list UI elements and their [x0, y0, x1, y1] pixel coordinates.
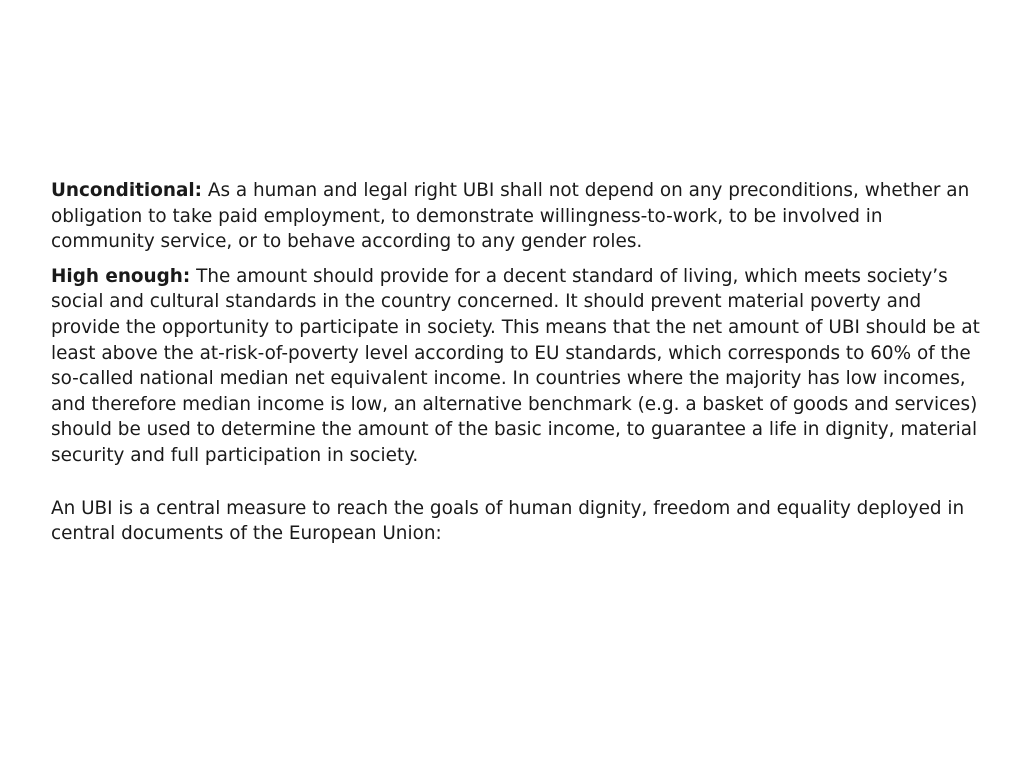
paragraph-high-enough	[51, 264, 981, 469]
paragraph-unconditional-text: As a human and legal right UBI shall not depend on any preconditions, whether an obligation to take paid employment, to demonstrate willingness-to-work, to be involved in community service, or to behave according to any gender roles.	[51, 180, 970, 253]
paragraph-unconditional	[51, 178, 981, 255]
slide-body	[51, 178, 981, 547]
term-unconditional: Unconditional:	[51, 180, 203, 201]
paragraph-high-enough-text: The amount should provide for a decent standard of living, which meets society’s social and cultural standards in the country concerned. It should prevent material poverty and provide the opportunity to participate in society. This means that the net amount of UBI should be at least above the at-risk-of-poverty level according to EU standards, which corresponds to 60% of the so-called national median net equivalent income. In countries where the majority has low incomes, and therefore median income is low, an alternative benchmark (e.g. a basket of goods and services) should be used to determine the amount of the basic income, to guarantee a life in dignity, material security and full participation in society.	[51, 265, 980, 466]
paragraph-closing: An UBI is a central measure to reach the goals of human dignity, freedom and equality deployed in central documents of the European Union:	[51, 497, 965, 545]
term-high-enough: High enough:	[51, 265, 191, 287]
